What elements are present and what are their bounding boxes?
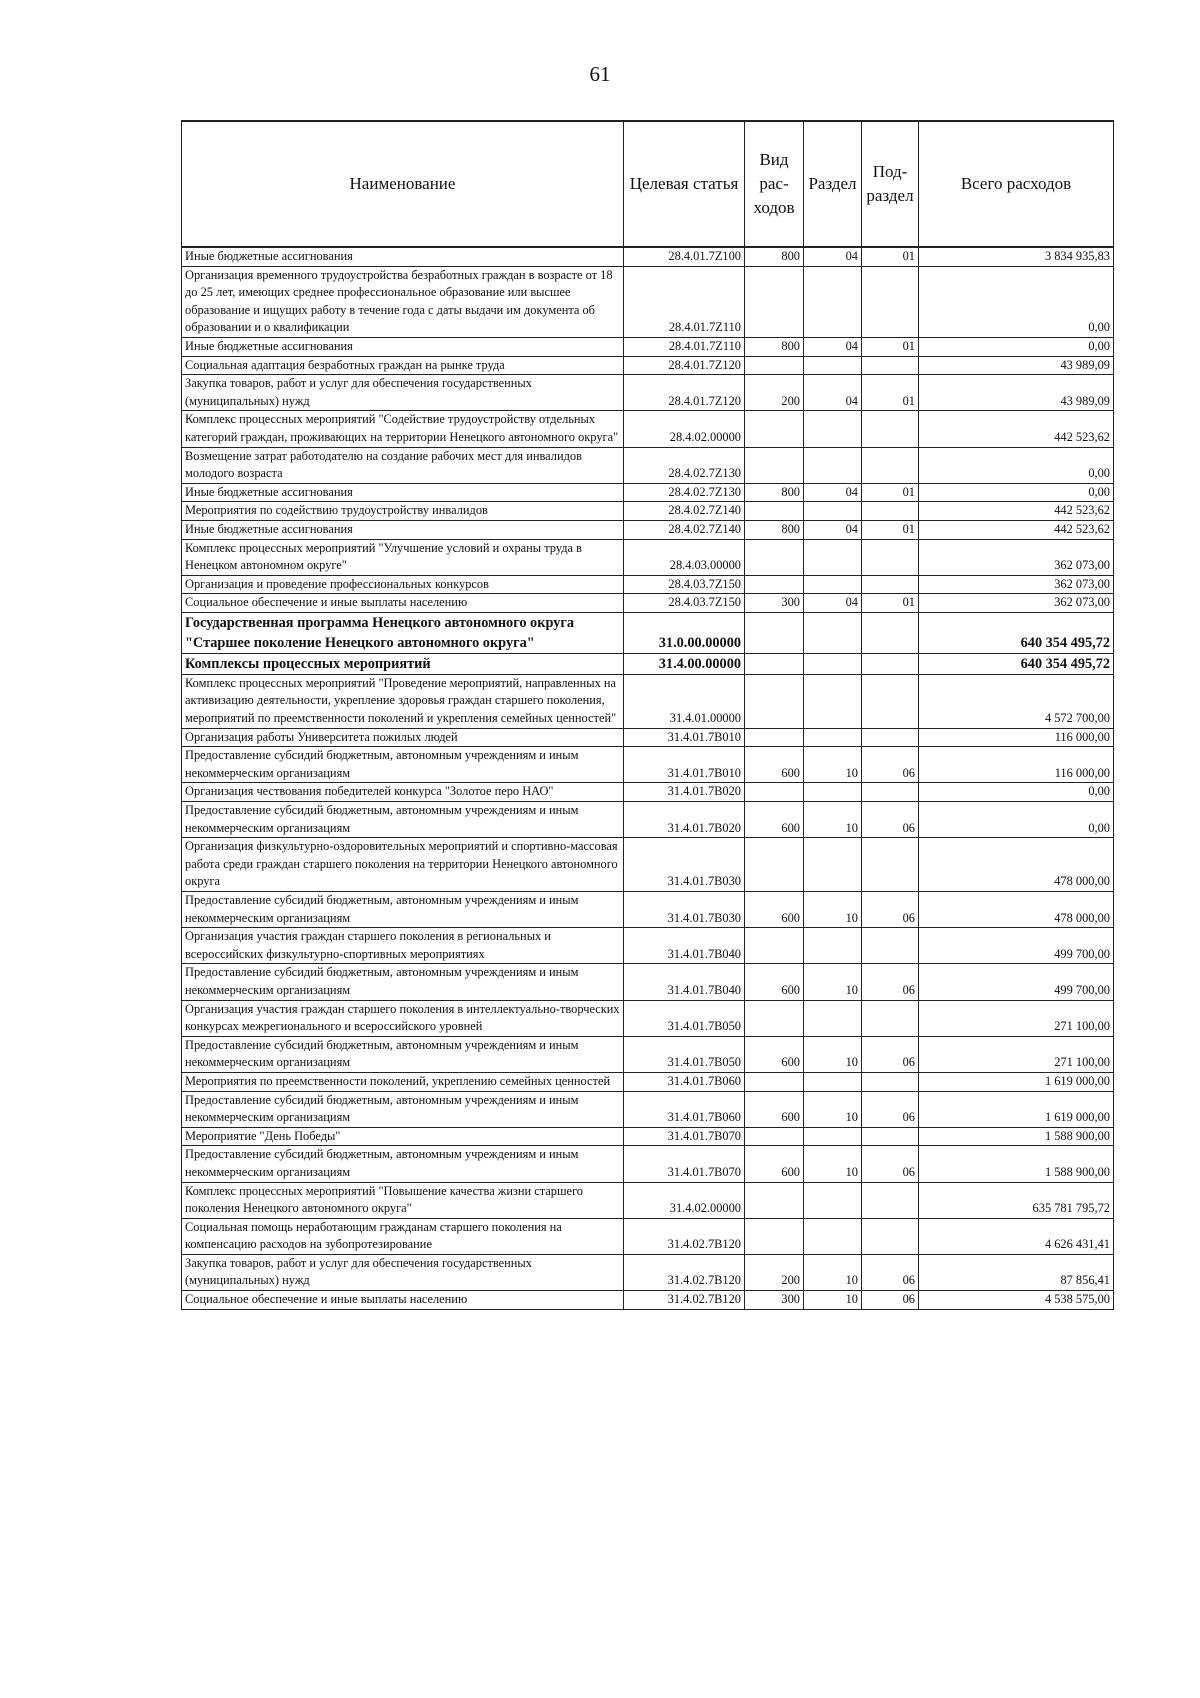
- budget-table: [181, 120, 1114, 1310]
- cell-amount: 499 700,00: [919, 964, 1114, 1000]
- cell-name: Иные бюджетные ассигнования: [182, 337, 624, 356]
- cell-subsection: 06: [862, 964, 919, 1000]
- cell-section: 10: [804, 892, 862, 928]
- cell-amount: 4 538 575,00: [919, 1291, 1114, 1310]
- cell-subsection: [862, 1218, 919, 1254]
- cell-amount: 0,00: [919, 266, 1114, 337]
- cell-amount: 362 073,00: [919, 539, 1114, 575]
- cell-name: Организация и проведение профессиональных конкурсов: [182, 575, 624, 594]
- cell-target-code: 28.4.03.00000: [624, 539, 745, 575]
- cell-target-code: 31.4.01.7B060: [624, 1091, 745, 1127]
- cell-kind: 800: [745, 247, 804, 266]
- cell-section: [804, 1182, 862, 1218]
- cell-name: Предоставление субсидий бюджетным, автономным учреждениям и иным некоммерческим организациям: [182, 802, 624, 838]
- cell-name: Закупка товаров, работ и услуг для обеспечения государственных (муниципальных) нужд: [182, 375, 624, 411]
- cell-section: 04: [804, 520, 862, 539]
- cell-amount: 499 700,00: [919, 928, 1114, 964]
- cell-name: Комплекс процессных мероприятий "Улучшение условий и охраны труда в Ненецком автономном округе": [182, 539, 624, 575]
- cell-subsection: [862, 612, 919, 653]
- cell-name: Организация временного трудоустройства безработных граждан в возрасте от 18 до 25 лет, имеющих среднее профессиональное образование или высшее образование и ищущих работу в течение года с даты выдачи им документа об образовании и о квалификации: [182, 266, 624, 337]
- cell-section: [804, 266, 862, 337]
- table-row: [182, 1000, 1114, 1036]
- cell-name: Иные бюджетные ассигнования: [182, 483, 624, 502]
- cell-subsection: 06: [862, 892, 919, 928]
- cell-amount: 478 000,00: [919, 892, 1114, 928]
- cell-kind: [745, 1072, 804, 1091]
- cell-target-code: 28.4.03.7Z150: [624, 594, 745, 613]
- table-row: [182, 1218, 1114, 1254]
- cell-name: Комплекс процессных мероприятий "Повышение качества жизни старшего поколения Ненецкого автономного округа": [182, 1182, 624, 1218]
- cell-amount: 1 588 900,00: [919, 1146, 1114, 1182]
- cell-target-code: 28.4.01.7Z100: [624, 247, 745, 266]
- cell-subsection: 06: [862, 802, 919, 838]
- cell-target-code: 31.4.01.7B070: [624, 1146, 745, 1182]
- cell-amount: 43 989,09: [919, 375, 1114, 411]
- cell-section: 10: [804, 1254, 862, 1290]
- cell-section: [804, 928, 862, 964]
- table-row: [182, 747, 1114, 783]
- cell-section: [804, 356, 862, 375]
- table-row: [182, 575, 1114, 594]
- cell-kind: [745, 928, 804, 964]
- cell-section: [804, 653, 862, 674]
- cell-section: 04: [804, 375, 862, 411]
- cell-name: Мероприятия по преемственности поколений, укреплению семейных ценностей: [182, 1072, 624, 1091]
- cell-kind: [745, 1000, 804, 1036]
- cell-name: Организация физкультурно-оздоровительных мероприятий и спортивно-массовая работа среди граждан старшего поколения на территории Ненецкого автономного округа: [182, 838, 624, 892]
- header-section: Раздел: [804, 121, 862, 247]
- cell-section: 04: [804, 483, 862, 502]
- table-row: [182, 838, 1114, 892]
- page-number: 61: [589, 62, 611, 86]
- cell-name: Комплексы процессных мероприятий: [182, 653, 624, 674]
- cell-target-code: 31.4.01.7B050: [624, 1000, 745, 1036]
- table-row: [182, 447, 1114, 483]
- cell-section: [804, 1218, 862, 1254]
- cell-subsection: [862, 1127, 919, 1146]
- table-row: [182, 802, 1114, 838]
- cell-amount: 116 000,00: [919, 747, 1114, 783]
- cell-kind: [745, 575, 804, 594]
- cell-name: Социальная помощь неработающим гражданам старшего поколения на компенсацию расходов на зубопротезирование: [182, 1218, 624, 1254]
- cell-section: 04: [804, 594, 862, 613]
- cell-name: Организация работы Университета пожилых людей: [182, 728, 624, 747]
- cell-target-code: 31.4.02.7B120: [624, 1254, 745, 1290]
- cell-kind: 200: [745, 1254, 804, 1290]
- cell-kind: 800: [745, 483, 804, 502]
- cell-target-code: 28.4.01.7Z120: [624, 356, 745, 375]
- cell-section: [804, 1127, 862, 1146]
- cell-amount: 0,00: [919, 447, 1114, 483]
- cell-section: [804, 612, 862, 653]
- cell-subsection: [862, 783, 919, 802]
- cell-section: [804, 728, 862, 747]
- cell-name: Предоставление субсидий бюджетным, автономным учреждениям и иным некоммерческим организациям: [182, 1036, 624, 1072]
- cell-section: [804, 539, 862, 575]
- header-total: Всего расходов: [919, 121, 1114, 247]
- cell-target-code: 31.4.02.7B120: [624, 1218, 745, 1254]
- cell-kind: 600: [745, 892, 804, 928]
- cell-subsection: [862, 928, 919, 964]
- cell-kind: 600: [745, 1091, 804, 1127]
- table-body: [182, 247, 1114, 1309]
- cell-kind: 600: [745, 964, 804, 1000]
- cell-target-code: 31.4.01.7B040: [624, 964, 745, 1000]
- cell-subsection: [862, 1000, 919, 1036]
- cell-subsection: [862, 1182, 919, 1218]
- cell-name: Предоставление субсидий бюджетным, автономным учреждениям и иным некоммерческим организациям: [182, 892, 624, 928]
- cell-target-code: 31.4.01.7B040: [624, 928, 745, 964]
- cell-section: 10: [804, 1036, 862, 1072]
- cell-amount: 478 000,00: [919, 838, 1114, 892]
- cell-target-code: 31.4.01.7B030: [624, 892, 745, 928]
- cell-target-code: 31.4.02.7B120: [624, 1291, 745, 1310]
- cell-kind: [745, 1127, 804, 1146]
- cell-subsection: [862, 653, 919, 674]
- cell-subsection: 06: [862, 1291, 919, 1310]
- cell-name: Предоставление субсидий бюджетным, автономным учреждениям и иным некоммерческим организациям: [182, 1146, 624, 1182]
- cell-subsection: 01: [862, 594, 919, 613]
- table-row: [182, 1091, 1114, 1127]
- cell-kind: [745, 783, 804, 802]
- cell-subsection: 01: [862, 483, 919, 502]
- cell-kind: [745, 411, 804, 447]
- table-row: [182, 964, 1114, 1000]
- cell-target-code: 31.4.01.7B020: [624, 802, 745, 838]
- cell-target-code: 31.4.01.00000: [624, 674, 745, 728]
- cell-kind: [745, 728, 804, 747]
- cell-name: Социальное обеспечение и иные выплаты населению: [182, 594, 624, 613]
- cell-target-code: 31.4.00.00000: [624, 653, 745, 674]
- cell-section: 10: [804, 1291, 862, 1310]
- cell-name: Социальное обеспечение и иные выплаты населению: [182, 1291, 624, 1310]
- cell-name: Социальная адаптация безработных граждан на рынке труда: [182, 356, 624, 375]
- cell-amount: 442 523,62: [919, 411, 1114, 447]
- cell-section: 04: [804, 247, 862, 266]
- cell-kind: 300: [745, 594, 804, 613]
- cell-subsection: 06: [862, 1091, 919, 1127]
- cell-target-code: 28.4.02.7Z130: [624, 483, 745, 502]
- cell-amount: 116 000,00: [919, 728, 1114, 747]
- cell-section: 10: [804, 1146, 862, 1182]
- table-row: [182, 337, 1114, 356]
- cell-amount: 4 626 431,41: [919, 1218, 1114, 1254]
- table-row: [182, 1254, 1114, 1290]
- cell-target-code: 28.4.01.7Z120: [624, 375, 745, 411]
- cell-name: Возмещение затрат работодателю на создание рабочих мест для инвалидов молодого возраста: [182, 447, 624, 483]
- table-row: [182, 728, 1114, 747]
- cell-subsection: [862, 502, 919, 521]
- cell-target-code: 31.4.01.7B010: [624, 747, 745, 783]
- cell-target-code: 28.4.02.00000: [624, 411, 745, 447]
- cell-subsection: 06: [862, 1146, 919, 1182]
- table-row: [182, 375, 1114, 411]
- cell-kind: 800: [745, 520, 804, 539]
- cell-subsection: 06: [862, 1036, 919, 1072]
- cell-section: 10: [804, 747, 862, 783]
- cell-subsection: [862, 539, 919, 575]
- table-row: [182, 892, 1114, 928]
- cell-amount: 0,00: [919, 337, 1114, 356]
- cell-name: Предоставление субсидий бюджетным, автономным учреждениям и иным некоммерческим организациям: [182, 747, 624, 783]
- cell-subsection: 06: [862, 1254, 919, 1290]
- cell-subsection: [862, 411, 919, 447]
- cell-amount: 0,00: [919, 483, 1114, 502]
- header-kind: Вид рас- ходов: [745, 121, 804, 247]
- cell-section: [804, 783, 862, 802]
- cell-kind: 600: [745, 1146, 804, 1182]
- table-row: [182, 928, 1114, 964]
- cell-target-code: 28.4.01.7Z110: [624, 266, 745, 337]
- cell-name: Мероприятие "День Победы": [182, 1127, 624, 1146]
- cell-name: Организация участия граждан старшего поколения в интеллектуально-творческих конкурсах межрегионального и всероссийского уровней: [182, 1000, 624, 1036]
- cell-subsection: 01: [862, 337, 919, 356]
- cell-amount: 87 856,41: [919, 1254, 1114, 1290]
- header-name: Наименование: [182, 121, 624, 247]
- cell-subsection: [862, 838, 919, 892]
- table-row: [182, 674, 1114, 728]
- cell-name: Иные бюджетные ассигнования: [182, 247, 624, 266]
- cell-kind: [745, 612, 804, 653]
- table-row: [182, 1072, 1114, 1091]
- table-row: [182, 356, 1114, 375]
- cell-subsection: 06: [862, 747, 919, 783]
- cell-amount: 0,00: [919, 802, 1114, 838]
- table-row: [182, 594, 1114, 613]
- table-row: [182, 266, 1114, 337]
- cell-name: Организация чествования победителей конкурса "Золотое перо НАО": [182, 783, 624, 802]
- cell-name: Предоставление субсидий бюджетным, автономным учреждениям и иным некоммерческим организациям: [182, 964, 624, 1000]
- cell-subsection: [862, 674, 919, 728]
- cell-name: Иные бюджетные ассигнования: [182, 520, 624, 539]
- table-row: [182, 653, 1114, 674]
- cell-subsection: [862, 575, 919, 594]
- cell-kind: [745, 1218, 804, 1254]
- cell-subsection: 01: [862, 520, 919, 539]
- cell-name: Государственная программа Ненецкого автономного округа "Старшее поколение Ненецкого автономного округа": [182, 612, 624, 653]
- cell-kind: [745, 838, 804, 892]
- cell-section: [804, 1072, 862, 1091]
- table-row: [182, 539, 1114, 575]
- table-row: [182, 783, 1114, 802]
- table-header: [182, 121, 1114, 247]
- cell-section: [804, 411, 862, 447]
- cell-section: 10: [804, 964, 862, 1000]
- cell-subsection: [862, 266, 919, 337]
- cell-kind: [745, 674, 804, 728]
- cell-target-code: 31.4.01.7B010: [624, 728, 745, 747]
- cell-subsection: [862, 728, 919, 747]
- cell-subsection: 01: [862, 375, 919, 411]
- cell-amount: 635 781 795,72: [919, 1182, 1114, 1218]
- cell-name: Комплекс процессных мероприятий "Проведение мероприятий, направленных на активизацию деятельности, укрепление здоровья граждан старшего поколения, мероприятий по преемственности поколений и укрепления семейных ценностей": [182, 674, 624, 728]
- cell-amount: 3 834 935,83: [919, 247, 1114, 266]
- cell-target-code: 28.4.02.7Z140: [624, 502, 745, 521]
- cell-kind: 800: [745, 337, 804, 356]
- cell-name: Комплекс процессных мероприятий "Содействие трудоустройству отдельных категорий граждан, проживающих на территории Ненецкого автономного округа": [182, 411, 624, 447]
- cell-kind: 600: [745, 747, 804, 783]
- cell-section: 10: [804, 1091, 862, 1127]
- table-row: [182, 612, 1114, 653]
- cell-section: [804, 575, 862, 594]
- cell-amount: 1 619 000,00: [919, 1072, 1114, 1091]
- header-subsection: Под- раздел: [862, 121, 919, 247]
- cell-target-code: 28.4.03.7Z150: [624, 575, 745, 594]
- table-row: [182, 411, 1114, 447]
- table-row: [182, 1127, 1114, 1146]
- cell-amount: 4 572 700,00: [919, 674, 1114, 728]
- cell-section: [804, 1000, 862, 1036]
- cell-subsection: [862, 356, 919, 375]
- cell-kind: 300: [745, 1291, 804, 1310]
- cell-target-code: 31.0.00.00000: [624, 612, 745, 653]
- cell-amount: 640 354 495,72: [919, 612, 1114, 653]
- cell-name: Мероприятия по содействию трудоустройству инвалидов: [182, 502, 624, 521]
- table-row: [182, 1036, 1114, 1072]
- cell-name: Предоставление субсидий бюджетным, автономным учреждениям и иным некоммерческим организациям: [182, 1091, 624, 1127]
- cell-target-code: 31.4.02.00000: [624, 1182, 745, 1218]
- cell-subsection: [862, 1072, 919, 1091]
- cell-target-code: 31.4.01.7B030: [624, 838, 745, 892]
- cell-amount: 362 073,00: [919, 594, 1114, 613]
- table-row: [182, 483, 1114, 502]
- cell-kind: [745, 1182, 804, 1218]
- cell-kind: [745, 447, 804, 483]
- cell-amount: 0,00: [919, 783, 1114, 802]
- table-row: [182, 502, 1114, 521]
- cell-amount: 442 523,62: [919, 502, 1114, 521]
- cell-target-code: 28.4.02.7Z140: [624, 520, 745, 539]
- cell-name: Организация участия граждан старшего поколения в региональных и всероссийских физкультурно-спортивных мероприятиях: [182, 928, 624, 964]
- table-row: [182, 1291, 1114, 1310]
- cell-amount: 43 989,09: [919, 356, 1114, 375]
- cell-section: [804, 502, 862, 521]
- cell-section: 04: [804, 337, 862, 356]
- cell-amount: 1 619 000,00: [919, 1091, 1114, 1127]
- cell-target-code: 28.4.02.7Z130: [624, 447, 745, 483]
- cell-kind: [745, 502, 804, 521]
- cell-kind: 600: [745, 1036, 804, 1072]
- cell-amount: 271 100,00: [919, 1000, 1114, 1036]
- cell-kind: 200: [745, 375, 804, 411]
- cell-kind: [745, 539, 804, 575]
- cell-target-code: 31.4.01.7B050: [624, 1036, 745, 1072]
- cell-target-code: 28.4.01.7Z110: [624, 337, 745, 356]
- table-row: [182, 1182, 1114, 1218]
- cell-section: [804, 838, 862, 892]
- cell-amount: 362 073,00: [919, 575, 1114, 594]
- cell-subsection: [862, 447, 919, 483]
- cell-kind: [745, 653, 804, 674]
- cell-section: 10: [804, 802, 862, 838]
- cell-section: [804, 447, 862, 483]
- cell-kind: [745, 266, 804, 337]
- cell-kind: 600: [745, 802, 804, 838]
- table-row: [182, 1146, 1114, 1182]
- cell-amount: 1 588 900,00: [919, 1127, 1114, 1146]
- table-row: [182, 247, 1114, 266]
- cell-amount: 640 354 495,72: [919, 653, 1114, 674]
- cell-section: [804, 674, 862, 728]
- header-target: Целевая статья: [624, 121, 745, 247]
- cell-amount: 271 100,00: [919, 1036, 1114, 1072]
- cell-kind: [745, 356, 804, 375]
- cell-subsection: 01: [862, 247, 919, 266]
- cell-target-code: 31.4.01.7B070: [624, 1127, 745, 1146]
- cell-amount: 442 523,62: [919, 520, 1114, 539]
- table-row: [182, 520, 1114, 539]
- cell-target-code: 31.4.01.7B060: [624, 1072, 745, 1091]
- cell-name: Закупка товаров, работ и услуг для обеспечения государственных (муниципальных) нужд: [182, 1254, 624, 1290]
- cell-target-code: 31.4.01.7B020: [624, 783, 745, 802]
